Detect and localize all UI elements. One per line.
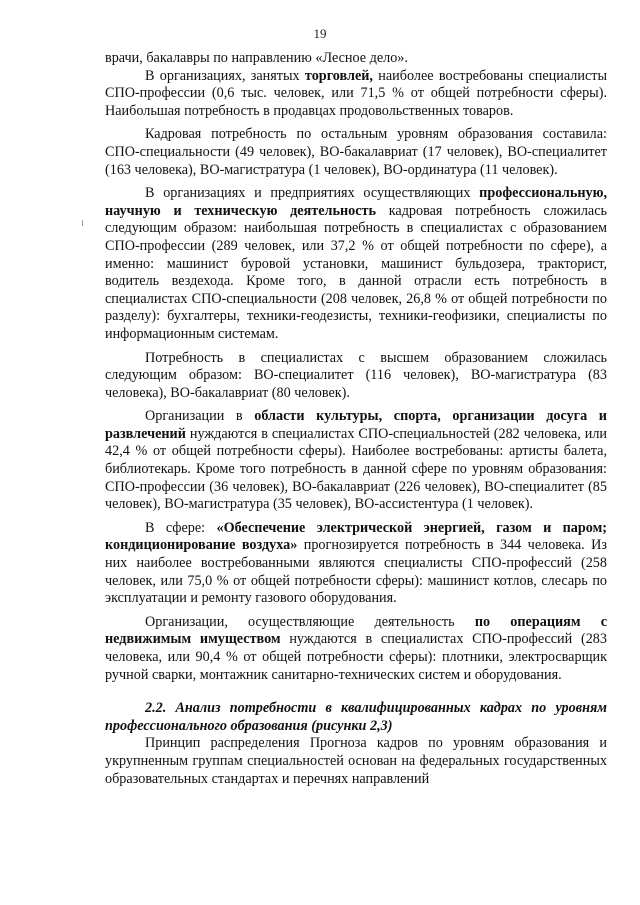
body-paragraph	[105, 350, 607, 403]
text-run: Потребность в специалистах с высшем образованием сложилась следующим образом: ВО-специалитет (116 человек), ВО-магистратура (83 человека), ВО-бакалавриат (80 человек).	[105, 349, 607, 401]
margin-mark	[82, 220, 83, 226]
paragraph-list	[105, 50, 607, 684]
body-paragraph	[105, 408, 607, 514]
bold-text: области культуры, спорта, организации досуга и развлечений	[105, 408, 607, 442]
text-run: Кадровая потребность по остальным уровням образования составила: СПО-специальности (49 человек), ВО-бакалавриат (17 человек), ВО-специалитет (163 человека), ВО-магистратура (1 человек), ВО-ординатура (11 человек).	[105, 126, 607, 178]
text-run: Организации, осуществляющие деятельность	[145, 613, 475, 630]
body-paragraph	[105, 520, 607, 608]
text-run: В сфере:	[145, 519, 217, 536]
text-run: Организации в	[145, 408, 255, 425]
bold-text: торговлей,	[304, 67, 373, 84]
page-body	[105, 50, 607, 788]
text-run: В организациях и предприятиях осуществляющих	[145, 185, 480, 202]
text-run: В организациях, занятых	[145, 67, 305, 84]
text-run: кадровая потребность сложилась следующим образом: наибольшая потребность в специалистах с образованием СПО-профессии (289 человек, или 37,2 % от общей потребности по сфере), а именно: машинист буровой установки, машинист бульдозера, тракторист, водитель вездехода. Кроме того, в данной отрасли есть потребность в специалистах СПО-специальности (208 человек, 26,8 % от общей потребности по разделу): бухгалтеры, техники-геодезисты, техники-геофизики, специалисты по информационным системам.	[105, 202, 607, 342]
section-heading: 2.2. Анализ потребности в квалифицированных кадрах по уровням профессионального образования (рисунки 2,3)	[105, 700, 607, 734]
text-run: прогнозируется потребность в 344 человека. Из них наиболее востребованными являются специалисты СПО-профессий (258 человек, или 75,0 % от общей потребности сферы): машинист котлов, слесарь по эксплуатации и ремонту газового оборудования.	[105, 537, 607, 607]
text-run: нуждаются в специалистах СПО-профессий (283 человека, или 90,4 % от общей потребности сферы): плотники, электросварщик ручной сварки, монтажник санитарно-технических систем и оборудования.	[105, 631, 607, 683]
body-paragraph	[105, 68, 607, 121]
bold-text: по операциям с недвижимым имуществом	[105, 613, 608, 648]
text-run: нуждаются в специалистах СПО-специальностей (282 человека, или 42,4 % от общей потребности сферы). Наиболее востребованы: артисты балета, библиотекарь. Кроме того потребность в данной сфере по уровням образования: СПО-профессии (36 человек), ВО-бакалавриат (226 человек), ВО-специалитет (85 человек), ВО-магистратура (35 человек), ВО-ассистентура (1 человек).	[105, 425, 607, 513]
body-paragraph	[105, 126, 607, 179]
text-run: наиболее востребованы специалисты СПО-профессии (0,6 тыс. человек, или 71,5 % от общей потребности сферы). Наибольшая потребность в продавцах продовольственных товаров.	[105, 67, 607, 119]
body-paragraph	[105, 185, 607, 343]
body-paragraph	[105, 614, 607, 684]
text-run: врачи, бакалавры по направлению «Лесное дело».	[105, 50, 408, 66]
final-paragraph: Принцип распределения Прогноза кадров по уровням образования и укрупненным группам специальностей основан на федеральных государственных образовательных стандартах и перечнях направлений	[105, 735, 607, 787]
bold-text: «Обеспечение электрической энергией, газом и паром; кондиционирование воздуха»	[105, 519, 607, 554]
bold-text: профессиональную, научную и техническую деятельность	[105, 185, 607, 219]
page-number: 19	[313, 26, 327, 41]
body-paragraph	[105, 50, 607, 68]
